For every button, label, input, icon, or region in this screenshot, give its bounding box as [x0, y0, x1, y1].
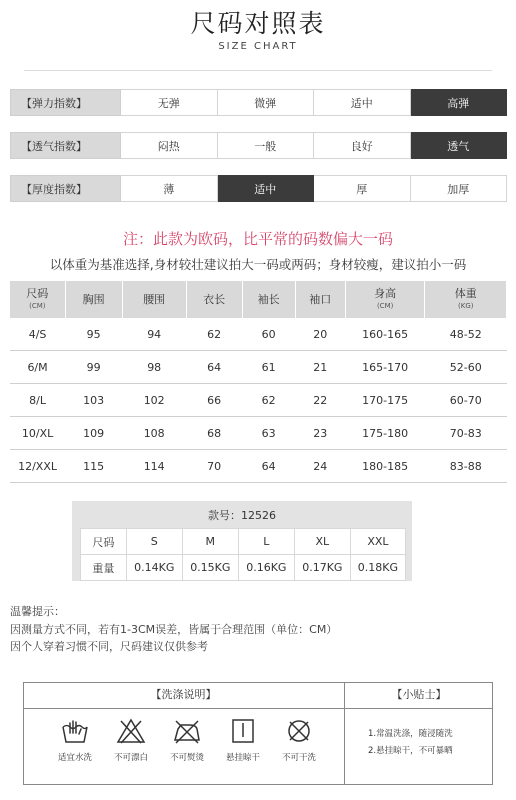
table-cell: 70	[186, 450, 242, 483]
index-option: 加厚	[411, 175, 508, 202]
size-table-header-cell	[345, 281, 425, 318]
table-cell: 60	[242, 318, 295, 351]
care-heading: 【洗涤说明】	[23, 682, 344, 709]
header-label: 尺码	[26, 286, 49, 300]
weight-table-weight-row	[81, 555, 406, 581]
table-cell: 109	[65, 417, 122, 450]
weight-table-cell: M	[182, 529, 238, 555]
size-table-header-cell	[10, 281, 65, 318]
table-cell: 12/XXL	[10, 450, 65, 483]
header-label: 身高	[374, 286, 397, 300]
weight-table-cell: 重量	[81, 555, 127, 581]
table-cell: 66	[186, 384, 242, 417]
small-tip-line: 2.悬挂晾干，不可暴晒	[368, 746, 453, 756]
weight-table-cell: L	[238, 529, 294, 555]
table-cell: 102	[122, 384, 186, 417]
table-cell: 95	[65, 318, 122, 351]
size-table-header-cell	[425, 281, 507, 318]
care-label: 适宜水洗	[57, 753, 92, 763]
header-label: 袖口	[309, 292, 332, 306]
table-cell: 94	[122, 318, 186, 351]
table-cell: 21	[295, 351, 345, 384]
table-row	[10, 384, 507, 417]
table-cell: 64	[242, 450, 295, 483]
table-cell: 52-60	[425, 351, 507, 384]
index-label: 【弹力指数】	[10, 89, 121, 116]
weight-table-size-row	[81, 529, 406, 555]
table-cell: 98	[122, 351, 186, 384]
table-cell: 61	[242, 351, 295, 384]
care-item-no-bleach	[101, 717, 161, 763]
table-cell: 20	[295, 318, 345, 351]
tips-line: 因个人穿着习惯不同，尺码建议仅供参考	[10, 640, 208, 653]
table-row	[10, 417, 507, 450]
size-advice: 以体重为基准选择,身材较壮建议拍大一码或两码；身材较瘦，建议拍小一码	[49, 257, 467, 272]
table-cell: 108	[122, 417, 186, 450]
table-cell: 4/S	[10, 318, 65, 351]
care-item-hand-wash	[45, 717, 105, 763]
table-row	[10, 318, 507, 351]
table-cell: 114	[122, 450, 186, 483]
table-cell: 62	[242, 384, 295, 417]
table-cell: 24	[295, 450, 345, 483]
table-cell: 62	[186, 318, 242, 351]
care-label: 悬挂晾干	[225, 753, 260, 763]
table-cell: 83-88	[425, 450, 507, 483]
tips-line: 因测量方式不同，若有1-3CM误差，皆属于合理范围（单位：CM）	[10, 623, 338, 636]
small-tip-line: 1.常温洗涤，随浸随洗	[368, 729, 453, 739]
header-unit: (CM)	[376, 301, 394, 310]
size-table-header-cell	[65, 281, 122, 318]
weight-table-cell: 0.16KG	[238, 555, 294, 581]
care-item-no-dry-clean	[269, 717, 329, 763]
header-divider	[24, 70, 492, 71]
table-cell: 68	[186, 417, 242, 450]
header-label: 胸围	[82, 292, 105, 306]
index-row-elasticity	[10, 89, 507, 116]
index-label: 【透气指数】	[10, 132, 121, 159]
header-unit: (CM)	[29, 301, 46, 310]
weight-table-cell: 0.18KG	[350, 555, 405, 581]
table-row	[10, 351, 507, 384]
table-cell: 99	[65, 351, 122, 384]
header-label: 袖长	[257, 292, 280, 306]
sku-number: 款号：12526	[208, 509, 276, 522]
size-table-header-cell	[186, 281, 242, 318]
index-option: 厚	[314, 175, 411, 202]
header-label: 体重	[454, 286, 477, 300]
table-cell: 165-170	[345, 351, 425, 384]
weight-table-cell: 尺码	[81, 529, 127, 555]
table-cell: 160-165	[345, 318, 425, 351]
table-cell: 22	[295, 384, 345, 417]
index-option: 一般	[218, 132, 315, 159]
care-label: 不可漂白	[113, 753, 148, 763]
table-cell: 180-185	[345, 450, 425, 483]
index-option-selected: 适中	[218, 175, 315, 202]
no-iron-icon	[172, 717, 202, 745]
table-cell: 170-175	[345, 384, 425, 417]
care-item-no-iron	[157, 717, 217, 763]
care-label: 不可熨烫	[169, 753, 204, 763]
header-unit: (KG)	[458, 301, 474, 310]
index-option-selected: 透气	[411, 132, 508, 159]
size-table-header-cell	[122, 281, 186, 318]
table-cell: 115	[65, 450, 122, 483]
weight-table-cell: 0.14KG	[126, 555, 182, 581]
hang-dry-icon	[228, 717, 258, 745]
weight-table	[80, 528, 406, 581]
index-option: 良好	[314, 132, 411, 159]
table-cell: 175-180	[345, 417, 425, 450]
index-option: 闷热	[121, 132, 218, 159]
weight-table-cell: XL	[294, 529, 350, 555]
table-row	[10, 450, 507, 483]
size-table	[10, 281, 507, 483]
table-cell: 10/XL	[10, 417, 65, 450]
size-note: 注：此款为欧码，比平常的码数偏大一码	[122, 230, 393, 248]
table-cell: 8/L	[10, 384, 65, 417]
small-tips-heading: 【小贴士】	[345, 682, 493, 709]
table-cell: 48-52	[425, 318, 507, 351]
table-cell: 103	[65, 384, 122, 417]
table-cell: 23	[295, 417, 345, 450]
no-bleach-icon	[116, 717, 146, 745]
size-table-header-cell	[295, 281, 345, 318]
index-row-breathability	[10, 132, 507, 159]
index-option-selected: 高弹	[411, 89, 508, 116]
size-table-header-cell	[242, 281, 295, 318]
care-label: 不可干洗	[281, 753, 316, 763]
care-item-hang-dry	[213, 717, 273, 763]
table-cell: 6/M	[10, 351, 65, 384]
weight-table-cell: 0.17KG	[294, 555, 350, 581]
table-cell: 60-70	[425, 384, 507, 417]
weight-table-cell: S	[126, 529, 182, 555]
index-row-thickness	[10, 175, 507, 202]
weight-table-cell: 0.15KG	[182, 555, 238, 581]
hand-wash-icon	[60, 717, 90, 745]
index-label: 【厚度指数】	[10, 175, 121, 202]
index-option: 微弹	[218, 89, 315, 116]
weight-table-cell: XXL	[350, 529, 405, 555]
index-option: 薄	[121, 175, 218, 202]
table-cell: 70-83	[425, 417, 507, 450]
header-label: 衣长	[203, 292, 226, 306]
no-dry-clean-icon	[284, 717, 314, 745]
table-cell: 63	[242, 417, 295, 450]
page-title: 尺码对照表	[190, 9, 326, 38]
header-label: 腰围	[143, 292, 166, 306]
index-option: 无弹	[121, 89, 218, 116]
index-option: 适中	[314, 89, 411, 116]
size-table-header	[10, 281, 507, 318]
table-cell: 64	[186, 351, 242, 384]
tips-heading: 温馨提示：	[10, 605, 65, 618]
page-subtitle: SIZE CHART	[218, 41, 298, 52]
